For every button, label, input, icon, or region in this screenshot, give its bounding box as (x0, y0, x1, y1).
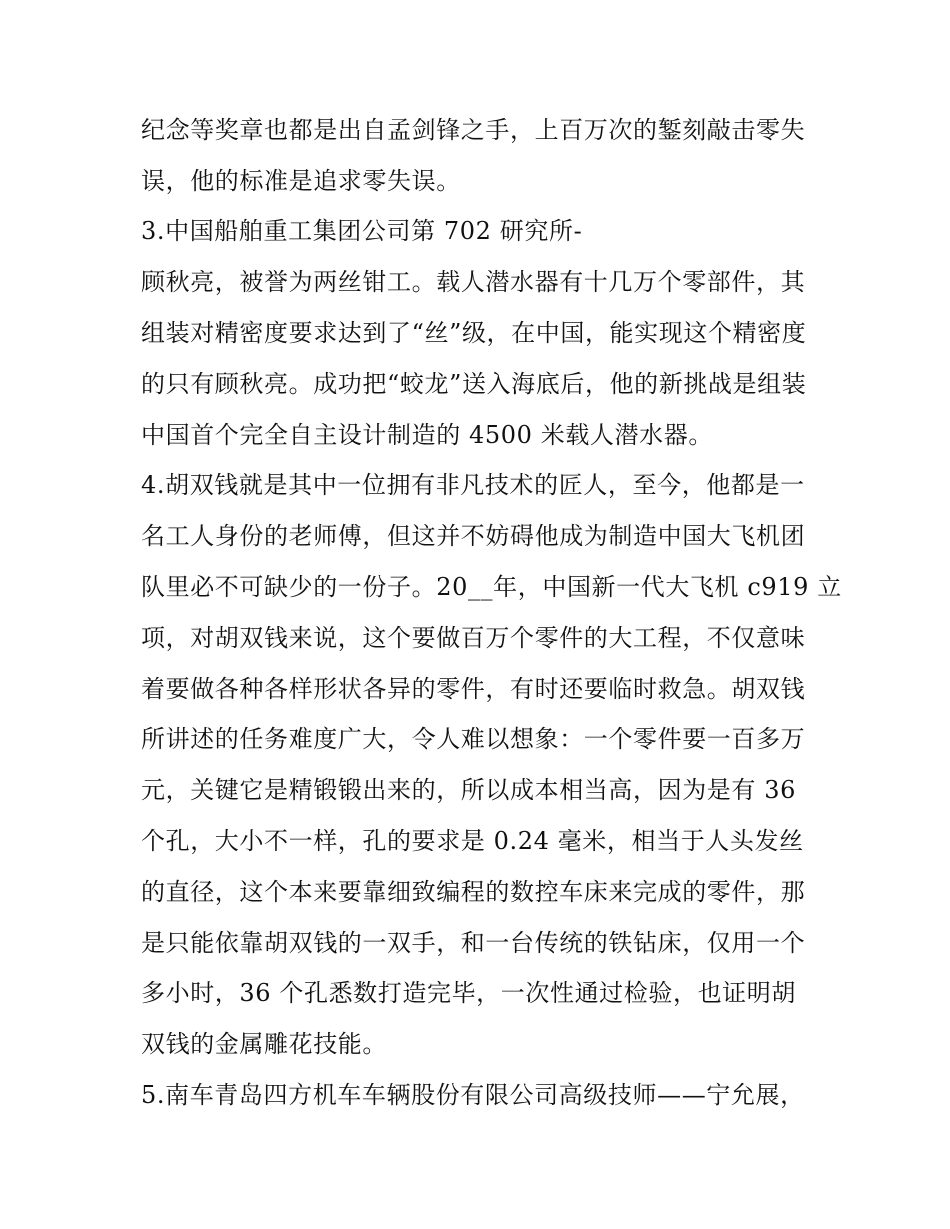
text-line: 项，对胡双钱来说，这个要做百万个零件的大工程，不仅意味 (141, 624, 806, 652)
text-line: 是只能依靠胡双钱的一双手，和一台传统的铁钻床，仅用一个 (141, 929, 806, 957)
text-line: 所讲述的任务难度广大，令人难以想象：一个零件要一百多万 (141, 725, 806, 753)
text-line: 中国首个完全自主设计制造的 4500 米载人潜水器。 (141, 421, 713, 449)
text-line: 的只有顾秋亮。成功把“蛟龙”送入海底后，他的新挑战是组装 (141, 370, 807, 398)
list-item-heading: 4.胡双钱就是其中一位拥有非凡技术的匠人，至今，他都是一 (141, 471, 805, 499)
list-item-heading: 3.中国船舶重工集团公司第 702 研究所- (141, 217, 583, 245)
text-line: 误，他的标准是追求零失误。 (141, 167, 461, 195)
text-line: 名工人身份的老师傅，但这并不妨碍他成为制造中国大飞机团 (141, 522, 806, 550)
text-line: 元，关键它是精锻锻出来的，所以成本相当高，因为是有 36 (141, 776, 796, 804)
text-line: 顾秋亮，被誉为两丝钳工。载人潜水器有十几万个零部件，其 (141, 268, 806, 296)
text-line: 纪念等奖章也都是出自孟剑锋之手，上百万次的錾刻敲击零失 (141, 116, 806, 144)
text-line: 多小时，36 个孔悉数打造完毕，一次性通过检验，也证明胡 (141, 979, 796, 1007)
text-line: 着要做各种各样形状各异的零件，有时还要临时救急。胡双钱 (141, 675, 806, 703)
text-line: 组装对精密度要求达到了“丝”级，在中国，能实现这个精密度 (141, 319, 807, 347)
text-line: 个孔，大小不一样，孔的要求是 0.24 毫米，相当于人头发丝 (141, 827, 804, 855)
text-line: 队里必不可缺少的一份子。20__年，中国新一代大飞机 c919 立 (141, 573, 842, 601)
text-line: 的直径，这个本来要靠细致编程的数控车床来完成的零件，那 (141, 878, 806, 906)
list-item-heading: 5.南车青岛四方机车车辆股份有限公司高级技师——宁允展， (141, 1081, 805, 1109)
text-line: 双钱的金属雕花技能。 (141, 1030, 387, 1058)
